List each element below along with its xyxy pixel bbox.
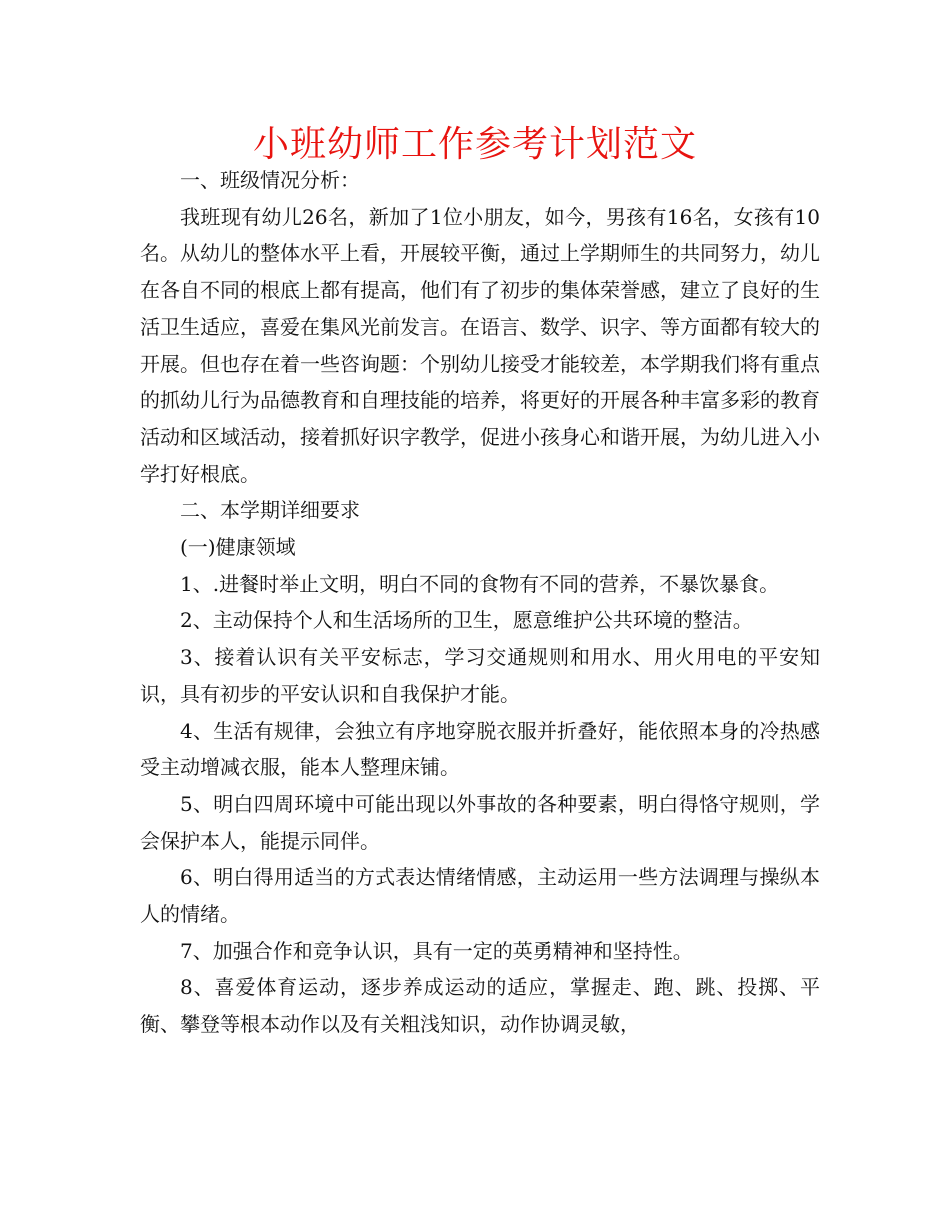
subsection-heading-health: (一)健康领域 [180, 535, 296, 560]
list-item: 5、明白四周环境中可能出现以外事故的各种要素，明白得恪守规则，学会保护本人，能提示同伴。 [140, 791, 820, 853]
list-item: 4、生活有规律，会独立有序地穿脱衣服并折叠好，能依照本身的冷热感受主动增减衣服，能本人整理床铺。 [140, 718, 820, 780]
list-item: 2、主动保持个人和生活场所的卫生，愿意维护公共环境的整洁。 [180, 608, 753, 633]
paragraph-class-analysis: 我班现有幼儿26名，新加了1位小朋友，如今，男孩有16名，女孩有10名。从幼儿的整体水平上看，开展较平衡，通过上学期师生的共同努力，幼儿在各自不同的根底上都有提高，他们有了初步的集体荣誉感，建立了良好的生活卫生适应，喜爱在集风光前发言。在语言、数学、识字、等方面都有较大的开展。但也存在着一些咨询题：个别幼儿接受才能较差，本学期我们将有重点的抓幼儿行为品德教育和自理技能的培养，将更好的开展各种丰富多彩的教育活动和区域活动，接着抓好识字教学，促进小孩身心和谐开展，为幼儿进入小学打好根底。 [140, 204, 820, 486]
list-item: 1、.进餐时举止文明，明白不同的食物有不同的营养，不暴饮暴食。 [180, 571, 780, 596]
list-item: 3、接着认识有关平安标志，学习交通规则和用水、用火用电的平安知识，具有初步的平安认识和自我保护才能。 [140, 645, 820, 706]
document-body [140, 162, 820, 1043]
list-item: 7、加强合作和竞争认识，具有一定的英勇精神和坚持性。 [180, 938, 693, 963]
list-item: 6、明白得用适当的方式表达情绪情感，主动运用一些方法调理与操纵本人的情绪。 [140, 865, 820, 927]
section-heading-semester-requirements: 二、本学期详细要求 [180, 498, 360, 523]
document-title: 小班幼师工作参考计划范文 [252, 124, 697, 165]
section-heading-class-analysis: 一、班级情况分析： [180, 168, 360, 192]
list-item: 8、喜爱体育运动，逐步养成运动的适应，掌握走、跑、跳、投掷、平衡、攀登等根本动作以及有关粗浅知识，动作协调灵敏， [140, 975, 820, 1037]
